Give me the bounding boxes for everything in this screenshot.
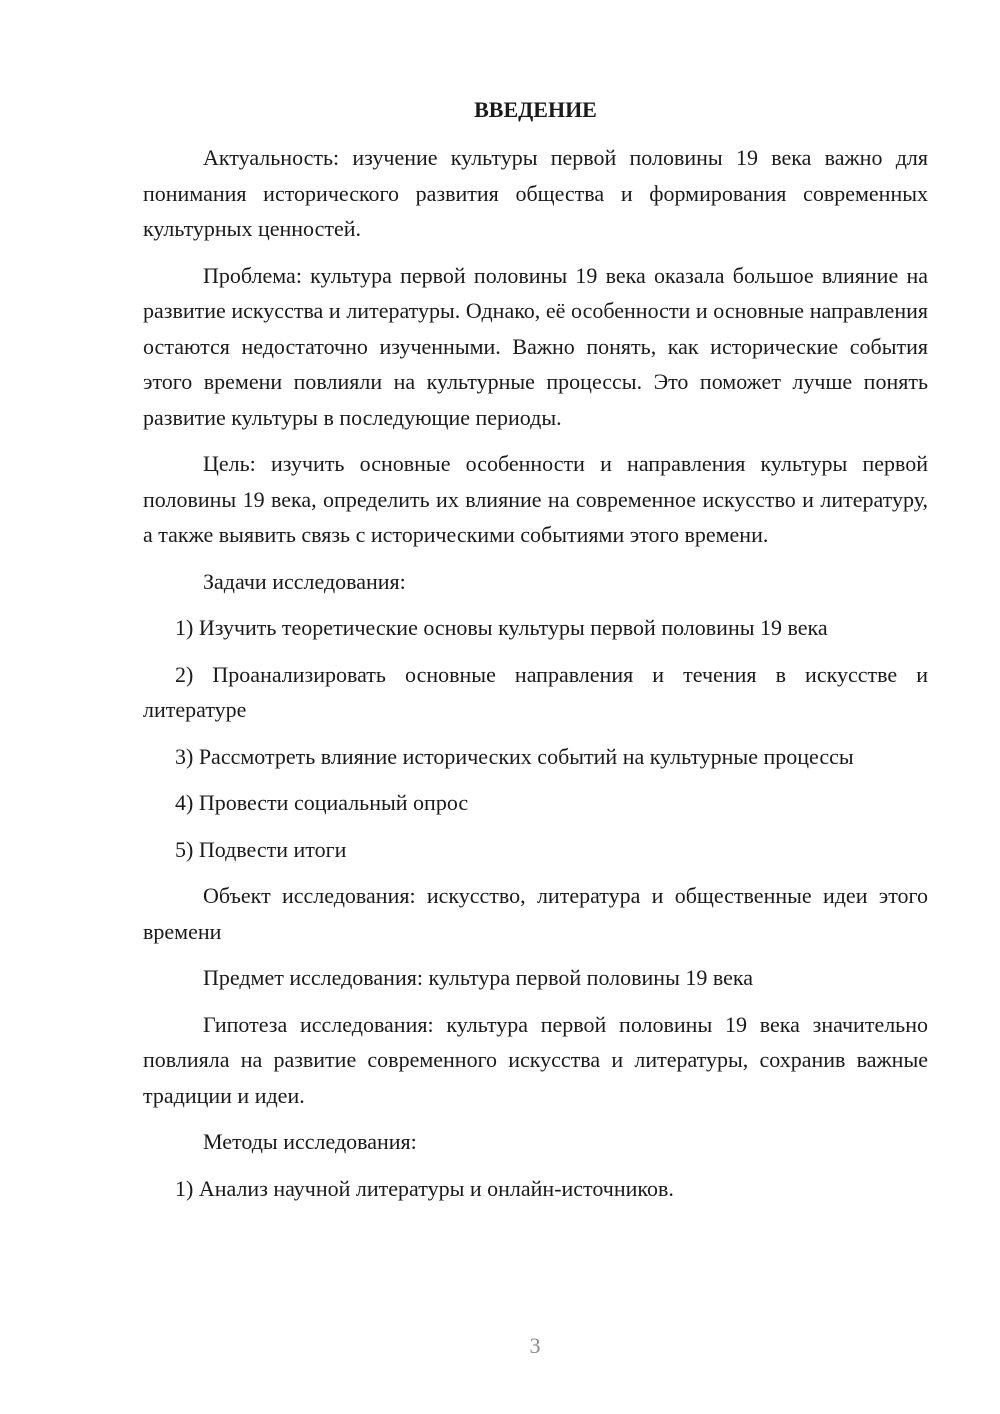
page-number: 3 [529,1333,541,1358]
hypothesis-paragraph: Гипотеза исследования: культура первой половины 19 века значительно повлияла на развитие современного искусства и литературы, сохранив важные традиции и идеи. [143,1011,928,1108]
task-item-2: 2) Проанализировать основные направления и течения в искусстве и литературе [143,661,928,722]
problem-paragraph: Проблема: культура первой половины 19 века оказала большое влияние на развитие искусства и литературы. Однако, её особенности и основные направления остаются недостаточно изученными. Важно понять, как исторические события этого времени повлияли на культурные процессы. Это поможет лучше понять развитие культуры в последующие периоды. [143,262,928,430]
method-item-1: 1) Анализ научной литературы и онлайн-источников. [175,1175,674,1201]
task-item-4: 4) Провести социальный опрос [175,790,469,815]
subject-paragraph: Предмет исследования: культура первой половины 19 века [203,965,753,990]
tasks-title: Задачи исследования: [203,568,406,594]
task-item-1: 1) Изучить теоретические основы культуры первой половины 19 века [175,615,828,640]
task-item-5: 5) Подвести итоги [175,836,347,862]
goal-paragraph: Цель: изучить основные особенности и направления культуры первой половины 19 века, определить их влияние на современное искусство и литературу, а также выявить связь с историческими событиями этого времени. [143,451,928,547]
task-item-3: 3) Рассмотреть влияние исторических событий на культурные процессы [175,743,854,769]
relevance-paragraph: Актуальность: изучение культуры первой половины 19 века важно для понимания исторического развития общества и формирования современных культурных ценностей. [143,145,928,241]
object-paragraph: Объект исследования: искусство, литература и общественные идеи этого времени [143,883,928,944]
section-heading: ВВЕДЕНИЕ [474,97,597,122]
methods-title: Методы исследования: [203,1129,417,1154]
document-page [143,92,928,1217]
